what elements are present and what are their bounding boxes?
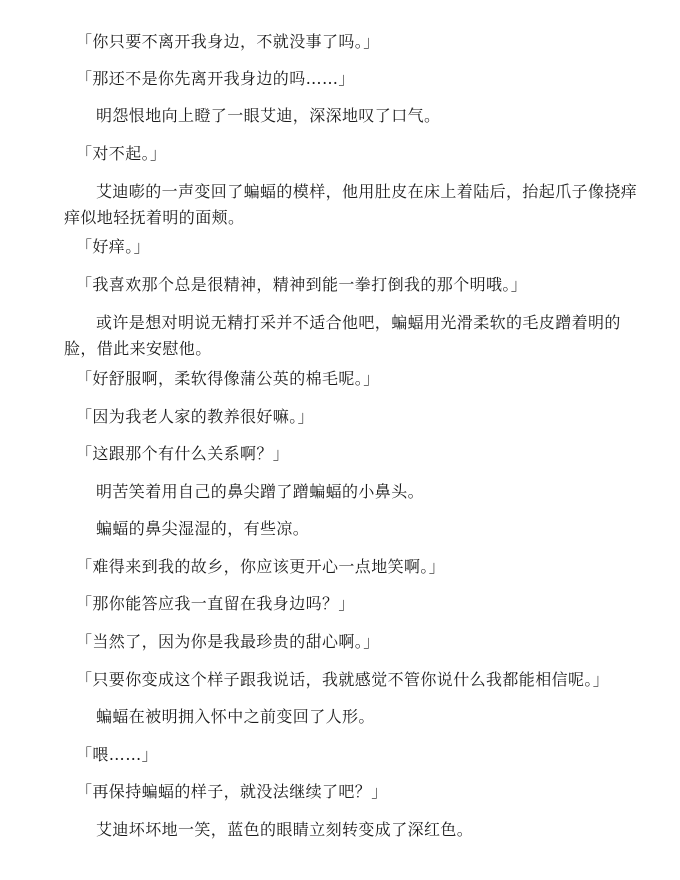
dialogue-line: 「好痒。」 [76,237,151,256]
dialogue-line: 「再保持蝙蝠的样子，就没法继续了吧？」 [76,782,388,801]
dialogue-line: 「当然了，因为你是我最珍贵的甜心啊。」 [76,632,380,651]
dialogue-line: 「我喜欢那个总是很精神，精神到能一拳打倒我的那个明哦。」 [76,275,528,294]
narration-paragraph: 艾迪嘭的一声变回了蝙蝠的模样，他用肚皮在床上着陆后，抬起爪子像挠痒痒似地轻抚着明的面颊。 [64,182,638,227]
dialogue-line: 「那还不是你先离开我身边的吗……」 [76,69,355,88]
narration-paragraph: 艾迪坏坏地一笑，蓝色的眼睛立刻转变成了深红色。 [96,820,474,839]
dialogue-line: 「好舒服啊，柔软得像蒲公英的棉毛呢。」 [76,369,380,388]
narration-paragraph: 蝙蝠的鼻尖湿湿的，有些凉。 [96,519,310,538]
dialogue-line: 「难得来到我的故乡，你应该更开心一点地笑啊。」 [76,557,446,576]
narration-paragraph: 明苦笑着用自己的鼻尖蹭了蹭蝙蝠的小鼻头。 [96,482,425,501]
dialogue-line: 「这跟那个有什么关系啊？」 [76,444,290,463]
dialogue-line: 「那你能答应我一直留在我身边吗？」 [76,594,355,613]
dialogue-line: 「你只要不离开我身边，不就没事了吗。」 [76,32,380,51]
dialogue-line: 「喂……」 [76,745,159,764]
dialogue-line: 「对不起。」 [76,144,167,163]
narration-paragraph: 蝙蝠在被明拥入怀中之前变回了人形。 [96,707,375,726]
dialogue-line: 「只要你变成这个样子跟我说话，我就感觉不管你说什么我都能相信呢。」 [76,670,610,689]
dialogue-line: 「因为我老人家的教养很好嘛。」 [76,407,315,426]
narration-paragraph: 明怨恨地向上瞪了一眼艾迪，深深地叹了口气。 [96,106,441,125]
narration-paragraph: 或许是想对明说无精打采并不适合他吧，蝙蝠用光滑柔软的毛皮蹭着明的脸，借此来安慰他。 [64,313,621,358]
